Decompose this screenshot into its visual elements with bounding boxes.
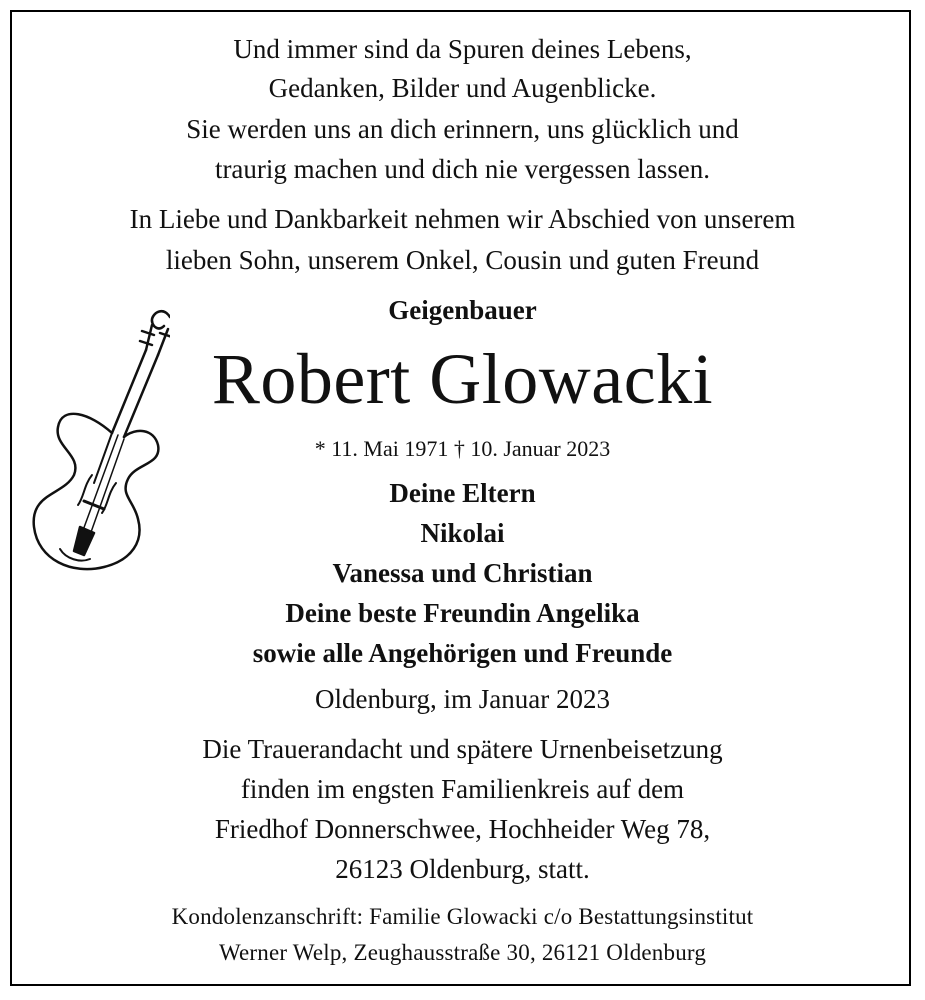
life-dates: * 11. Mai 1971 † 10. Januar 2023 bbox=[314, 436, 611, 461]
intro-line-1: In Liebe und Dankbarkeit nehmen wir Abschied von unserem bbox=[129, 204, 796, 234]
poem-line-2: Gedanken, Bilder und Augenblicke. bbox=[268, 73, 657, 103]
mourner-3: Vanessa und Christian bbox=[332, 558, 593, 588]
profession: Geigenbauer bbox=[388, 295, 537, 325]
service-line-1: Die Trauerandacht und spätere Urnenbeisetzung bbox=[202, 734, 723, 764]
mourner-5: sowie alle Angehörigen und Freunde bbox=[252, 638, 673, 668]
mourner-2: Nikolai bbox=[420, 518, 505, 548]
deceased-name: Robert Glowacki bbox=[211, 339, 714, 419]
mourner-1: Deine Eltern bbox=[389, 478, 536, 508]
poem-line-3: Sie werden uns an dich erinnern, uns glücklich und bbox=[186, 114, 739, 144]
service-line-3: Friedhof Donnerschwee, Hochheider Weg 78, bbox=[214, 814, 711, 844]
service-line-2: finden im engsten Familienkreis auf dem bbox=[240, 774, 685, 804]
condolence-line-2: Werner Welp, Zeughausstraße 30, 26121 Oldenburg bbox=[218, 940, 707, 965]
mourner-4: Deine beste Freundin Angelika bbox=[285, 598, 640, 628]
poem-line-1: Und immer sind da Spuren deines Lebens, bbox=[233, 34, 692, 64]
poem-line-4: traurig machen und dich nie vergessen lassen. bbox=[214, 154, 711, 184]
service-line-4: 26123 Oldenburg, statt. bbox=[335, 854, 590, 884]
place-date: Oldenburg, im Januar 2023 bbox=[315, 684, 610, 714]
condolence-line-1: Kondolenzanschrift: Familie Glowacki c/o Bestattungsinstitut bbox=[171, 904, 754, 929]
intro-line-2: lieben Sohn, unserem Onkel, Cousin und guten Freund bbox=[165, 245, 760, 275]
